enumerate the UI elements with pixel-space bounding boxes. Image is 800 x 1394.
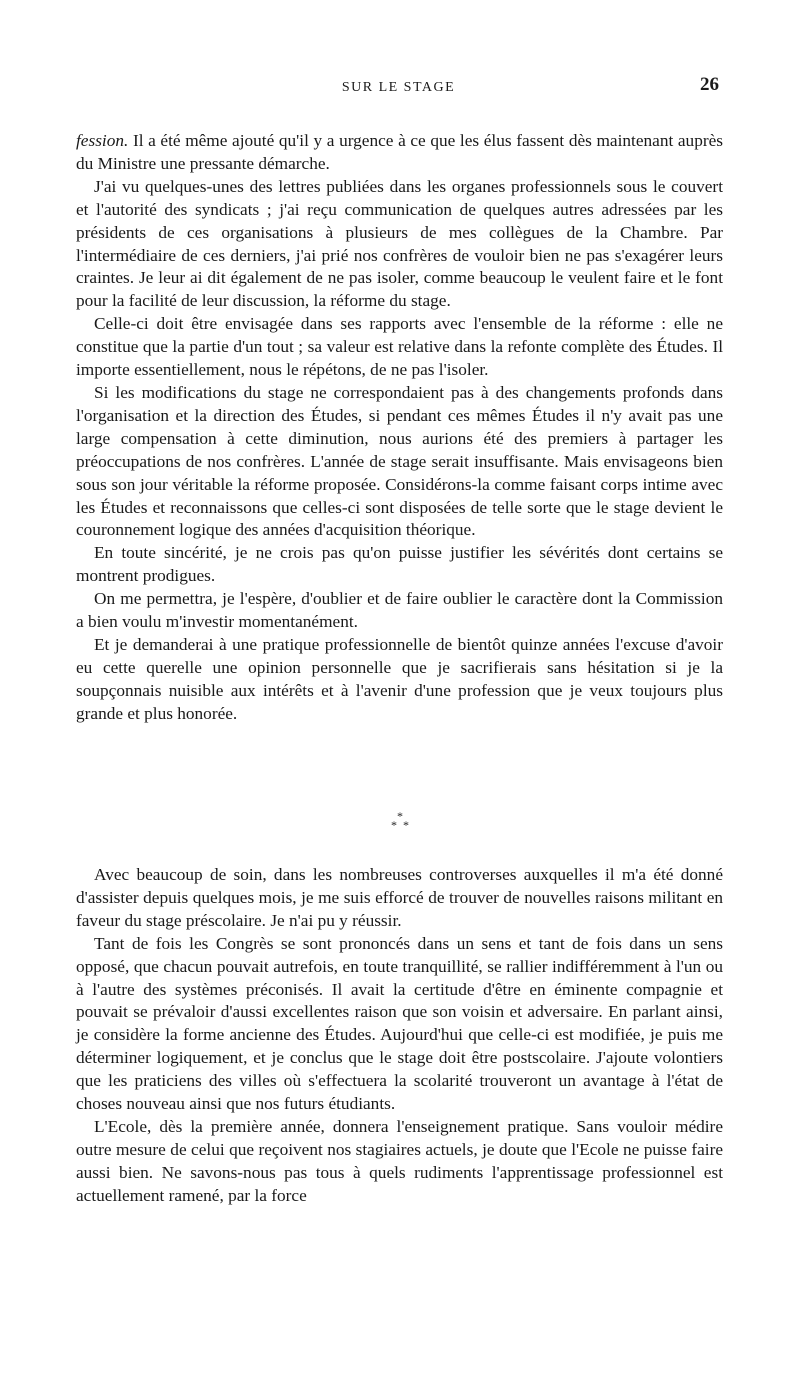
page-number: 26 bbox=[700, 74, 719, 95]
page-header bbox=[76, 74, 721, 104]
italic-fragment: fession. bbox=[76, 131, 129, 150]
paragraph: Et je demanderai à une pratique professionnelle de bientôt quinze années l'excuse d'avoir eu cette querelle une opinion personnelle que je sacrifierais sans hésitation si je la soupçonnais nuisible aux intérêts et à l'avenir d'une profession que je veux toujours plus grande et plus honorée. bbox=[76, 634, 723, 723]
paragraph: On me permettra, je l'espère, d'oublier et de faire oublier le caractère dont la Commission a bien voulu m'investir momentanément. bbox=[76, 589, 723, 632]
paragraph: En toute sincérité, je ne crois pas qu'on puisse justifier les sévérités dont certains se montrent prodigues. bbox=[76, 543, 723, 586]
paragraph-continuation bbox=[76, 130, 723, 176]
paragraph: Tant de fois les Congrès se sont prononcés dans un sens et tant de fois dans un sens opposé, que chacun pouvait autrefois, en toute tranquillité, se rallier indifféremment à l'un ou à l'autre des systèmes préconisés. Il avait la certitude d'être en éminente compagnie et pouvait se prévaloir d'aussi excellentes raison que son voisin et adversaire. En parlant ainsi, je considère la forme ancienne des Études. Aujourd'hui que celle-ci est modifiée, je puis me déterminer logiquement, et je conclus que le stage doit être postscolaire. J'ajoute volontiers que les praticiens des villes où s'effectuera la scolarité trouveront un avantage à l'état de choses nouveau ainsi que nos futurs étudiants. bbox=[76, 933, 723, 1114]
paragraph: Avec beaucoup de soin, dans les nombreuses controverses auxquelles il m'a été donné d'assister depuis quelques mois, je me suis efforcé de trouver de nouvelles raisons militant en faveur du stage préscolaire. Je n'ai pu y réussir. bbox=[76, 865, 723, 930]
asterism-bottom: * * bbox=[391, 818, 409, 832]
section-separator bbox=[380, 809, 420, 842]
text-block-lower bbox=[76, 864, 723, 1208]
paragraph: L'Ecole, dès la première année, donnera l'enseignement pratique. Sans vouloir médire outre mesure de celui que reçoivent nos stagiaires actuels, je doute que l'Ecole ne puisse faire aussi bien. Ne savons-nous pas tous à quels rudiments l'apprentissage professionnel est actuellement ramené, par la force bbox=[76, 1116, 723, 1205]
paragraph-text: Il a été même ajouté qu'il y a urgence à ce que les élus fassent dès maintenant auprès du Ministre une pressante démarche. bbox=[76, 131, 723, 173]
paragraph: J'ai vu quelques-unes des lettres publiées dans les organes professionnels sous le couvert et l'autorité des syndicats ; j'ai reçu communication de quelques autres adressées par les présidents de ces organisations à plusieurs de mes collègues de la Chambre. Par l'intermédiaire de ces derniers, j'ai prié nos confrères de vouloir bien ne pas s'exagérer leurs craintes. Je leur ai dit également de ne pas isoler, comme beaucoup le veulent faire et le font pour la facilité de leur discussion, la réforme du stage. bbox=[76, 176, 723, 311]
text-block-upper bbox=[76, 130, 723, 726]
paragraph: Celle-ci doit être envisagée dans ses rapports avec l'ensemble de la réforme : elle ne constitue que la partie d'un tout ; sa valeur est relative dans la refonte complète des Études. Il importe essentiellement, nous le répétons, de ne pas l'isoler. bbox=[76, 314, 723, 380]
paragraph: Si les modifications du stage ne correspondaient pas à des changements profonds dans l'organisation et la direction des Études, si pendant ces mêmes Études il n'y avait pas une large compensation à cette diminution, nous aurions été des premiers à partager les préoccupations de nos confrères. L'année de stage serait insuffisante. Mais envisageons bien sous son jour véritable la réforme proposée. Considérons-la comme faisant corps intime avec les Études et reconnaissons que celles-ci sont disposées de telle sorte que le stage devient le couronnement logique des années d'acquisition théorique. bbox=[76, 382, 723, 540]
asterism-top: * bbox=[397, 809, 403, 823]
running-title: SUR LE STAGE bbox=[341, 80, 456, 95]
